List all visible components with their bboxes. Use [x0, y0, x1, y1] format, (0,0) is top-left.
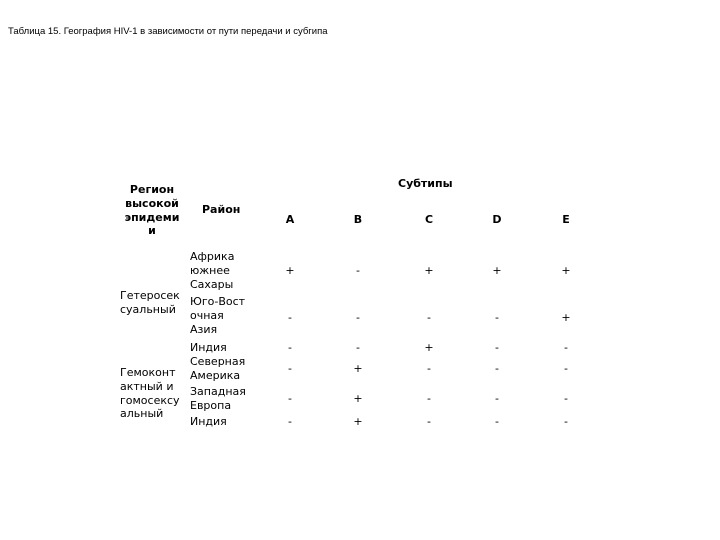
- value-cell: +: [353, 415, 363, 428]
- value-cell: -: [288, 392, 292, 405]
- value-cell: -: [427, 392, 431, 405]
- header-col-a: A: [285, 213, 295, 226]
- header-district: Район: [202, 203, 241, 216]
- value-cell: -: [495, 392, 499, 405]
- value-cell: -: [288, 311, 292, 324]
- value-cell: -: [495, 311, 499, 324]
- value-cell: +: [353, 392, 363, 405]
- value-cell: +: [561, 311, 571, 324]
- value-cell: -: [564, 362, 568, 375]
- group-label: Гетеросек суальный: [120, 289, 180, 316]
- value-cell: -: [564, 392, 568, 405]
- header-col-b: B: [353, 213, 363, 226]
- header-col-e: E: [562, 213, 570, 226]
- value-cell: -: [427, 415, 431, 428]
- value-cell: -: [495, 415, 499, 428]
- value-cell: -: [427, 311, 431, 324]
- district-cell: Индия: [190, 341, 227, 354]
- district-cell: Индия: [190, 415, 227, 428]
- value-cell: +: [285, 264, 295, 277]
- value-cell: -: [288, 415, 292, 428]
- header-col-d: D: [492, 213, 502, 226]
- header-col-c: C: [424, 213, 434, 226]
- value-cell: -: [288, 341, 292, 354]
- value-cell: -: [495, 341, 499, 354]
- value-cell: -: [356, 311, 360, 324]
- district-cell: Африка южнее Сахары: [190, 250, 235, 291]
- district-cell: Западная Европа: [190, 385, 246, 412]
- value-cell: +: [561, 264, 571, 277]
- value-cell: +: [424, 264, 434, 277]
- value-cell: -: [495, 362, 499, 375]
- value-cell: -: [356, 264, 360, 277]
- value-cell: +: [492, 264, 502, 277]
- group-label: Гемоконт актный и гомосексу альный: [120, 366, 180, 421]
- value-cell: -: [427, 362, 431, 375]
- table-caption: Таблица 15. География HIV-1 в зависимости от пути передачи и субгипа: [8, 26, 328, 37]
- value-cell: -: [564, 341, 568, 354]
- header-region: Регион высокой эпидеми и: [124, 183, 180, 238]
- district-cell: Юго-Вост очная Азия: [190, 295, 246, 336]
- district-cell: Северная Америка: [190, 355, 246, 382]
- value-cell: -: [288, 362, 292, 375]
- value-cell: -: [356, 341, 360, 354]
- value-cell: +: [424, 341, 434, 354]
- value-cell: +: [353, 362, 363, 375]
- header-subtypes: Субтипы: [398, 177, 453, 190]
- value-cell: -: [564, 415, 568, 428]
